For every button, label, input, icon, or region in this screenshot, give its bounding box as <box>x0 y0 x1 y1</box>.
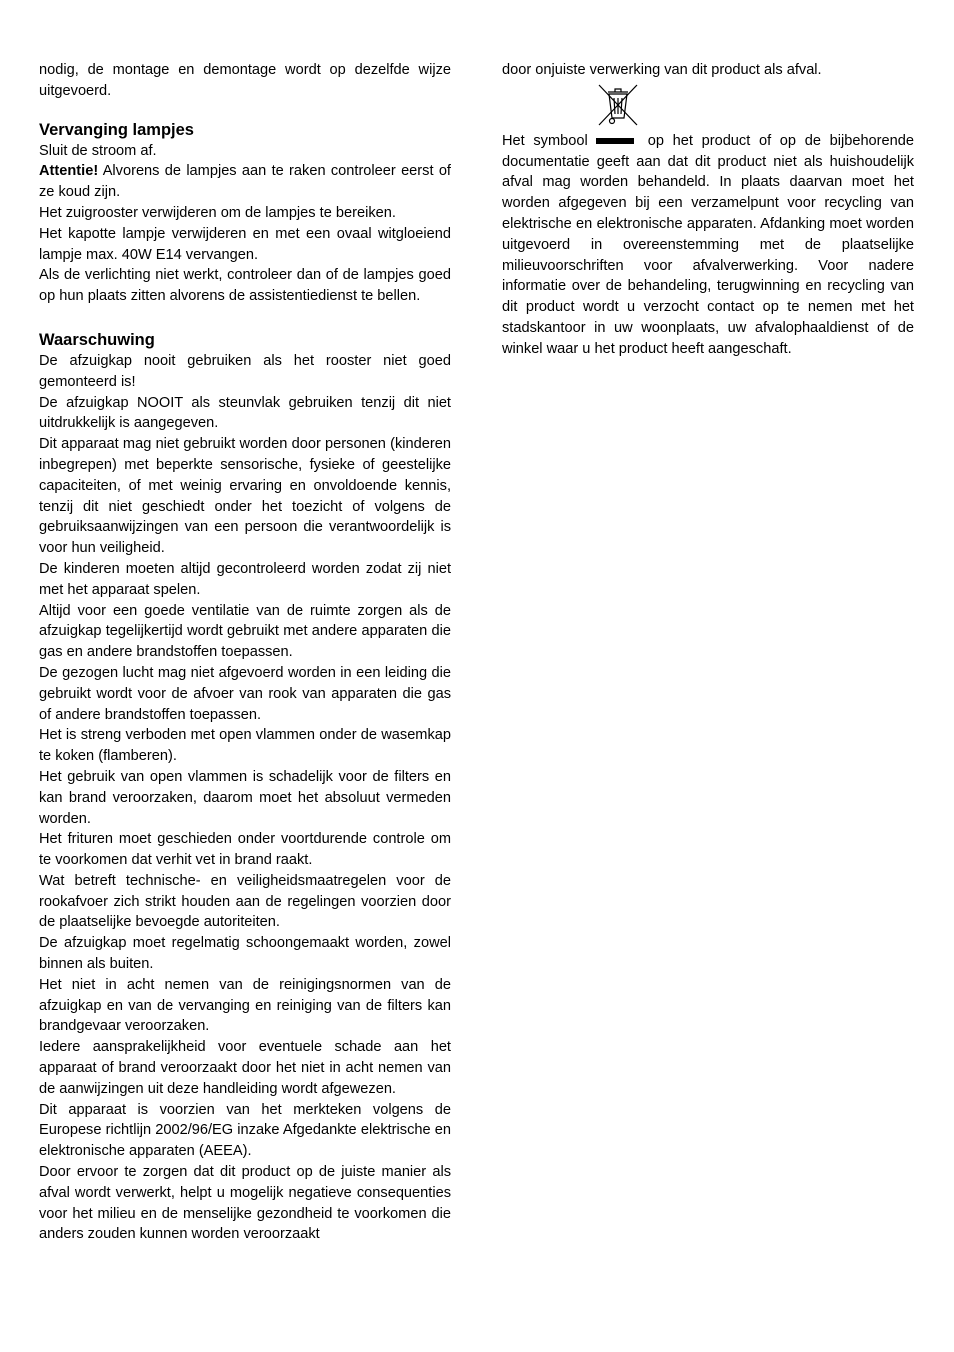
warning-paragraph: Het frituren moet geschieden onder voortdurende controle om te voorkomen dat verhit vet in brand raakt. <box>39 831 451 869</box>
section-title-warning: Waarschuwing <box>39 330 155 349</box>
lamp-step-remove-grille: Het zuigrooster verwijderen om de lampjes te bereiken. <box>39 204 396 221</box>
warning-paragraph: Het is streng verboden met open vlammen onder de wasemkap te koken (flamberen). <box>39 727 451 765</box>
warning-paragraph: De afzuigkap nooit gebruiken als het rooster niet goed gemonteerd is! <box>39 352 451 390</box>
warning-paragraph: Wat betreft technische- en veiligheidsmaatregelen voor de rookafvoer zich strikt houden aan de regelingen voorzien door de plaatselijke bevoegde autoriteiten. <box>39 872 451 931</box>
right-column <box>502 60 914 360</box>
continuation-paragraph: door onjuiste verwerking van dit product als afval. <box>502 62 822 78</box>
warning-paragraph: De afzuigkap moet regelmatig schoongemaakt worden, zowel binnen als buiten. <box>39 935 451 973</box>
symbol-text-after: op het product of op de bijbehorende documentatie geeft aan dat dit product niet als huishoudelijk afval mag worden behandeld. In plaats daarvan moet het worden afgegeven bij een verzamelpunt voor recycling van elektrische en elektronische apparaten. Afdanking moet worden uitgevoerd in overeenstemming met de plaatselijke milieuvoorschriften voor afvalverwerking. Voor nadere informatie over de behandeling, terugwinning en recycling van dit product wordt u verzocht contact op te nemen met het stadskantoor in uw woonplaats, uw afvalophaaldienst of de winkel waar u het product heeft aangeschaft. <box>502 132 914 357</box>
warning-paragraph: Door ervoor te zorgen dat dit product op de juiste manier als afval wordt verwerkt, helpt u mogelijk negatieve consequenties voor het milieu en de menselijke gezondheid te voorkomen die anders zouden kunnen worden veroorzaakt <box>39 1164 451 1243</box>
lamp-step-check-lighting: Als de verlichting niet werkt, controleer dan of de lampjes goed op hun plaats zitten alvorens de assistentiedienst te bellen. <box>39 267 451 305</box>
attention-label: Attentie! <box>39 163 99 180</box>
warning-paragraph: Dit apparaat is voorzien van het merkteken volgens de Europese richtlijn 2002/96/EG inzake Afgedankte elektrische en elektronische apparaten (AEEA). <box>39 1101 451 1160</box>
weee-symbol-paragraph <box>502 131 914 360</box>
warning-paragraph: Dit apparaat mag niet gebruikt worden door personen (kinderen inbegrepen) met beperkte sensorische, fysieke of geestelijke capaciteiten, of met weinig ervaring en onvoldoende kennis, tenzij dit niet geschiedt onder het toezicht of volgens de gebruiksaanwijzingen van een persoon die verantwoordelijk is voor hun veiligheid. <box>39 436 451 557</box>
attention-text: Alvorens de lampjes aan te raken controleer eerst of ze koud zijn. <box>39 163 451 201</box>
lamp-step-power-off: Sluit de stroom af. <box>39 142 157 159</box>
warning-paragraph: De gezogen lucht mag niet afgevoerd worden in een leiding die gebruikt wordt voor de afvoer van rook van apparaten die gas of andere brandstoffen toepassen. <box>39 664 451 723</box>
lamp-step-replace-bulb: Het kapotte lampje verwijderen en met een ovaal witgloeiend lampje max. 40W E14 vervangen. <box>39 225 451 263</box>
warning-paragraph: De afzuigkap NOOIT als steunvlak gebruiken tenzij dit niet uitdrukkelijk is aangegeven. <box>39 394 451 432</box>
left-column <box>39 60 451 1245</box>
crossed-out-wheelie-bin-icon <box>595 83 641 127</box>
warning-paragraph: Het niet in acht nemen van de reinigingsnormen van de afzuigkap en van de vervanging en reiniging van de filters kan brandgevaar veroorzaken. <box>39 976 451 1035</box>
intro-paragraph: nodig, de montage en demontage wordt op dezelfde wijze uitgevoerd. <box>39 62 451 99</box>
section-title-lamp-replacement: Vervanging lampjes <box>39 120 194 139</box>
warning-paragraph: De kinderen moeten altijd gecontroleerd worden zodat zij niet met het apparaat spelen. <box>39 560 451 598</box>
warning-paragraph: Iedere aansprakelijkheid voor eventuele schade aan het apparaat of brand veroorzaakt door het niet in acht nemen van de aanwijzingen uit deze handleiding wordt afgewezen. <box>39 1039 451 1097</box>
weee-symbol-row <box>502 81 914 131</box>
symbol-text-before: Het symbool <box>502 132 588 149</box>
black-bar-symbol <box>596 138 634 144</box>
warning-paragraph: Het gebruik van open vlammen is schadelijk voor de filters en kan brand veroorzaken, daarom moet het absoluut vermeden worden. <box>39 768 451 827</box>
warning-paragraph: Altijd voor een goede ventilatie van de ruimte zorgen als de afzuigkap tegelijkertijd wordt gebruikt met andere apparaten die gas en andere brandstoffen toepassen. <box>39 602 451 661</box>
lamp-attention-paragraph <box>39 161 451 203</box>
